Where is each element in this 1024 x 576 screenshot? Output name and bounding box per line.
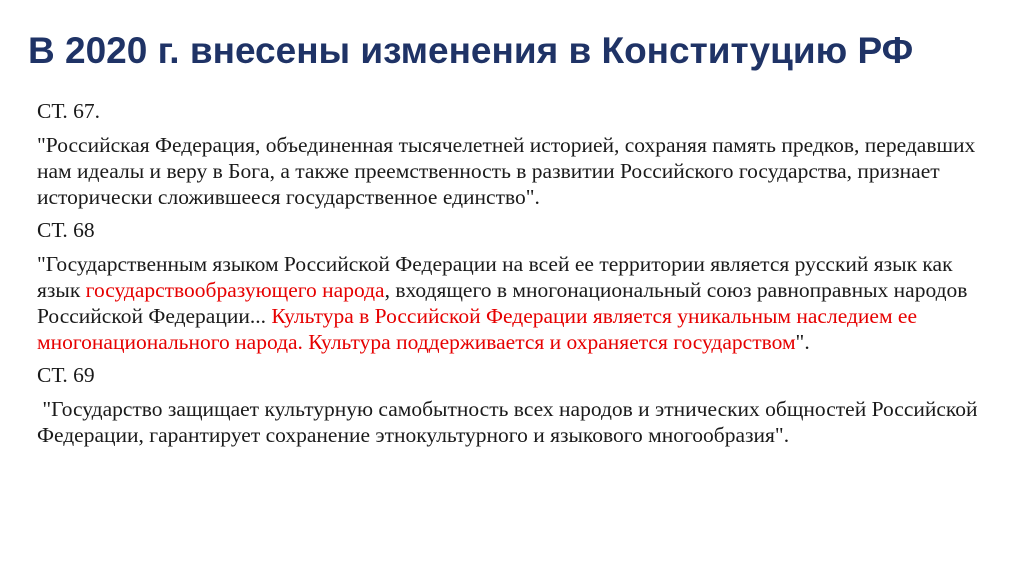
article-68-text-3: ".: [795, 330, 810, 354]
article-68-highlight-2: Культура в Российской Федерации является уникальным наследием ее многонационального народа. Культура поддерживается и охраняется государством: [37, 304, 918, 354]
slide-content: [37, 92, 997, 455]
article-67-label: СТ. 67.: [37, 99, 100, 123]
article-68-highlight-1: государствообразующего народа: [85, 278, 385, 302]
article-67-text: "Российская Федерация, объединенная тысячелетней историей, сохраняя память предков, передавших нам идеалы и веру в Бога, а также преемственность в развитии Российского государства, признает исторически сложившееся государственное единство".: [37, 133, 976, 209]
article-68-label: СТ. 68: [37, 218, 95, 242]
article-67-quote: [37, 132, 997, 210]
article-68-quote: [37, 251, 997, 355]
article-69-label: СТ. 69: [37, 363, 95, 387]
article-68-text-1: "Государственным языком Российской Федерации на всей ее территории является русский язык как язык: [37, 252, 953, 302]
article-69-quote: [37, 396, 997, 448]
slide-title: В 2020 г. внесены изменения в Конституцию РФ: [28, 30, 914, 71]
article-68-text-2: , входящего в многонациональный союз равноправных народов Российской Федерации...: [37, 278, 968, 328]
article-69-text: "Государство защищает культурную самобытность всех народов и этнических общностей Российской Федерации, гарантирует сохранение этнокультурного и языкового многообразия".: [37, 397, 983, 447]
